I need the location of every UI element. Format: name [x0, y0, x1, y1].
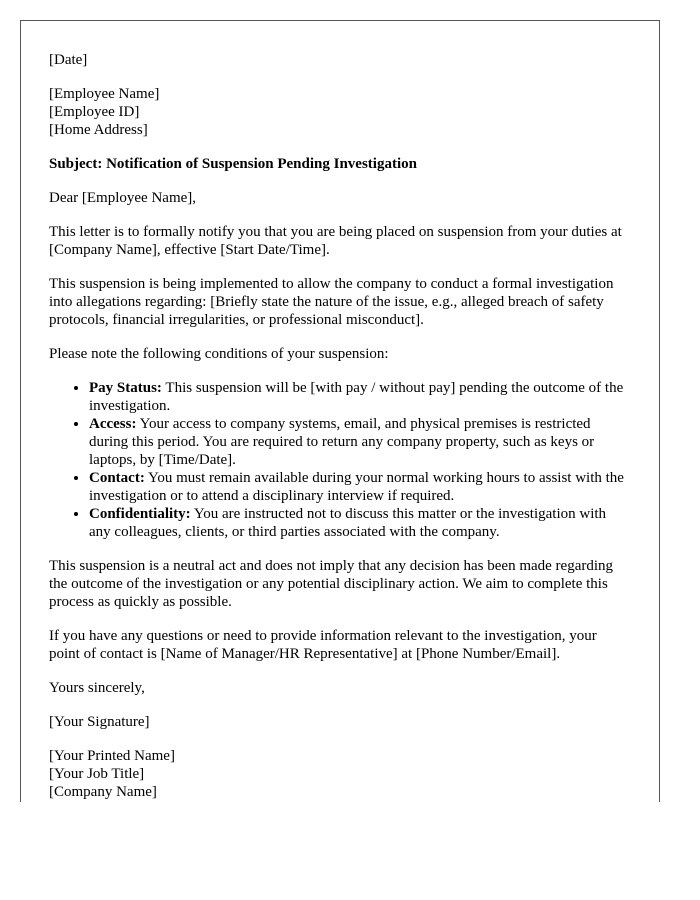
condition-text: This suspension will be [with pay / without pay] pending the outcome of the investigation. [89, 380, 624, 414]
paragraph-contact: If you have any questions or need to provide information relevant to the investigation, your point of contact is [Name of Manager/HR Representative] at [Phone Number/Email]. [49, 628, 597, 662]
condition-item-confidentiality [89, 505, 631, 541]
recipient-id: [Employee ID] [49, 104, 140, 120]
letter-subject: Subject: Notification of Suspension Pending Investigation [49, 156, 417, 172]
condition-label: Access: [89, 416, 137, 432]
condition-text: Your access to company systems, email, and physical premises is restricted during this period. You are required to return any company property, such as keys or laptops, by [Time/Date]. [89, 416, 595, 468]
paragraph-investigation: This suspension is being implemented to allow the company to conduct a formal investigation into allegations regarding: [Briefly state the nature of the issue, e.g., alleged breach of safety protocols, financial irregularities, or professional misconduct]. [49, 276, 614, 328]
letter-closing: Yours sincerely, [49, 680, 145, 696]
recipient-name: [Employee Name] [49, 86, 160, 102]
sender-title: [Your Job Title] [49, 766, 145, 782]
sender-company: [Company Name] [49, 784, 157, 800]
condition-text: You must remain available during your normal working hours to assist with the investigation or to attend a disciplinary interview if required. [89, 470, 624, 504]
paragraph-notification: This letter is to formally notify you that you are being placed on suspension from your duties at [Company Name], effective [Start Date/Time]. [49, 224, 622, 258]
letter-salutation: Dear [Employee Name], [49, 190, 197, 206]
paragraph-neutral-act: This suspension is a neutral act and does not imply that any decision has been made regarding the outcome of the investigation or any potential disciplinary action. We aim to complete this process as quickly as possible. [49, 558, 614, 610]
condition-label: Contact: [89, 470, 145, 486]
conditions-list [49, 379, 631, 541]
recipient-address: [Home Address] [49, 122, 148, 138]
condition-item-contact [89, 469, 631, 505]
conditions-intro: Please note the following conditions of your suspension: [49, 346, 389, 362]
condition-label: Confidentiality: [89, 506, 191, 522]
sender-name: [Your Printed Name] [49, 748, 175, 764]
sender-block [49, 747, 631, 801]
letter-page [20, 20, 660, 802]
condition-text: You are instructed not to discuss this matter or the investigation with any colleagues, clients, or third parties associated with the company. [89, 506, 607, 540]
condition-item-access [89, 415, 631, 469]
condition-item-pay-status [89, 379, 631, 415]
letter-date: [Date] [49, 52, 88, 68]
letter-signature: [Your Signature] [49, 714, 150, 730]
recipient-block [49, 85, 631, 139]
condition-label: Pay Status: [89, 380, 162, 396]
